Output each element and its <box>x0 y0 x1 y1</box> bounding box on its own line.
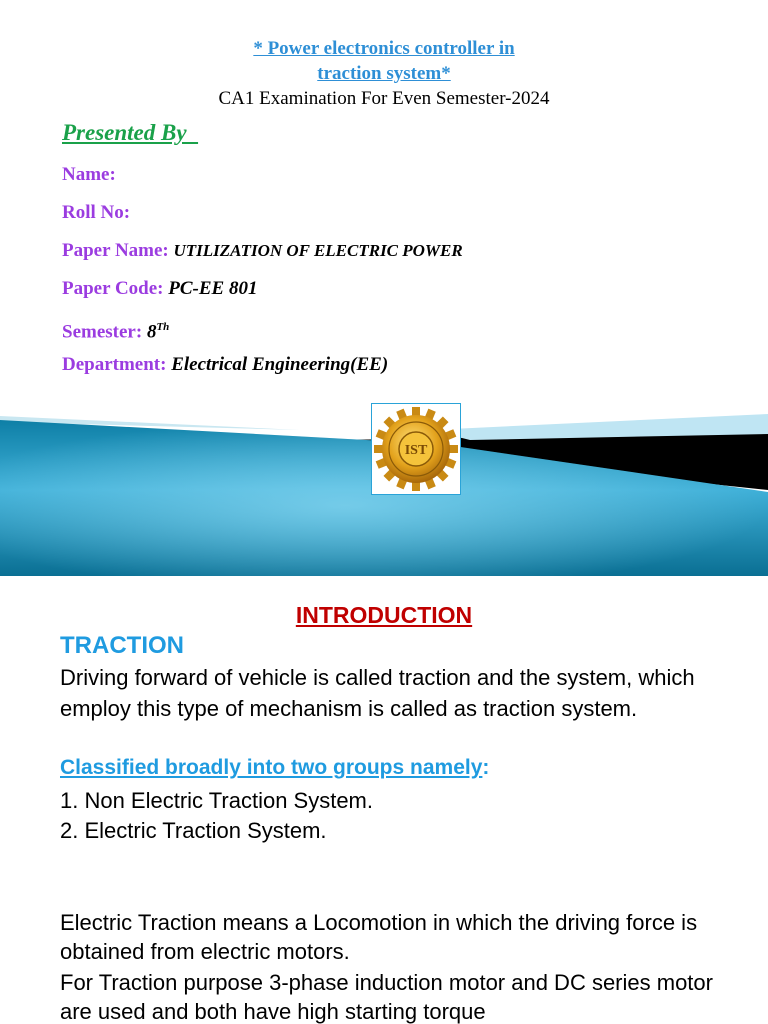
exam-line: CA1 Examination For Even Semester-2024 <box>218 88 550 109</box>
gear-logo-icon <box>372 404 460 494</box>
motor-types-paragraph: For Traction purpose 3-phase induction motor and DC series motor are used and both have high starting torque <box>60 970 713 1024</box>
paper-name-label: Paper Name: <box>62 240 169 261</box>
department-label: Department: <box>62 354 167 375</box>
title-block <box>0 36 768 112</box>
traction-subheading: TRACTION <box>60 632 184 659</box>
presenter-info <box>62 162 463 390</box>
introduction-slide <box>0 576 768 1024</box>
title-line-1: * Power electronics controller in <box>253 38 515 59</box>
semester-superscript: Th <box>156 321 170 333</box>
name-label: Name: <box>62 164 116 185</box>
paper-name-value: UTILIZATION OF ELECTRIC POWER <box>173 241 463 260</box>
semester-row <box>62 314 463 352</box>
traction-definition: Driving forward of vehicle is called traction and the system, which employ this type of mechanism is called as traction system. <box>60 665 695 721</box>
paper-code-value: PC-EE 801 <box>168 278 258 299</box>
title-line-2: traction system* <box>317 63 451 84</box>
department-value: Electrical Engineering(EE) <box>171 354 389 375</box>
introduction-heading: INTRODUCTION <box>295 602 473 628</box>
institute-logo <box>371 403 461 495</box>
paper-code-label: Paper Code: <box>62 278 164 299</box>
logo-text: IST <box>404 443 428 458</box>
list-item: 1. Non Electric Traction System. <box>60 788 373 813</box>
paper-name-row <box>62 238 463 276</box>
roll-label: Roll No: <box>62 202 131 223</box>
list-item: 2. Electric Traction System. <box>60 818 327 843</box>
roll-row <box>62 200 463 238</box>
traction-types-list <box>60 786 373 846</box>
department-row <box>62 352 463 390</box>
name-row <box>62 162 463 200</box>
electric-traction-definition: Electric Traction means a Locomotion in which the driving force is obtained from electric motors. <box>60 910 698 964</box>
semester-label: Semester: <box>62 321 143 343</box>
presented-by-heading: Presented By <box>62 120 199 145</box>
paper-code-row <box>62 276 463 314</box>
classified-line <box>60 756 489 780</box>
semester-value: 8 <box>146 321 157 343</box>
classified-text: Classified broadly into two groups namely <box>60 756 483 779</box>
classified-colon: : <box>482 756 490 779</box>
